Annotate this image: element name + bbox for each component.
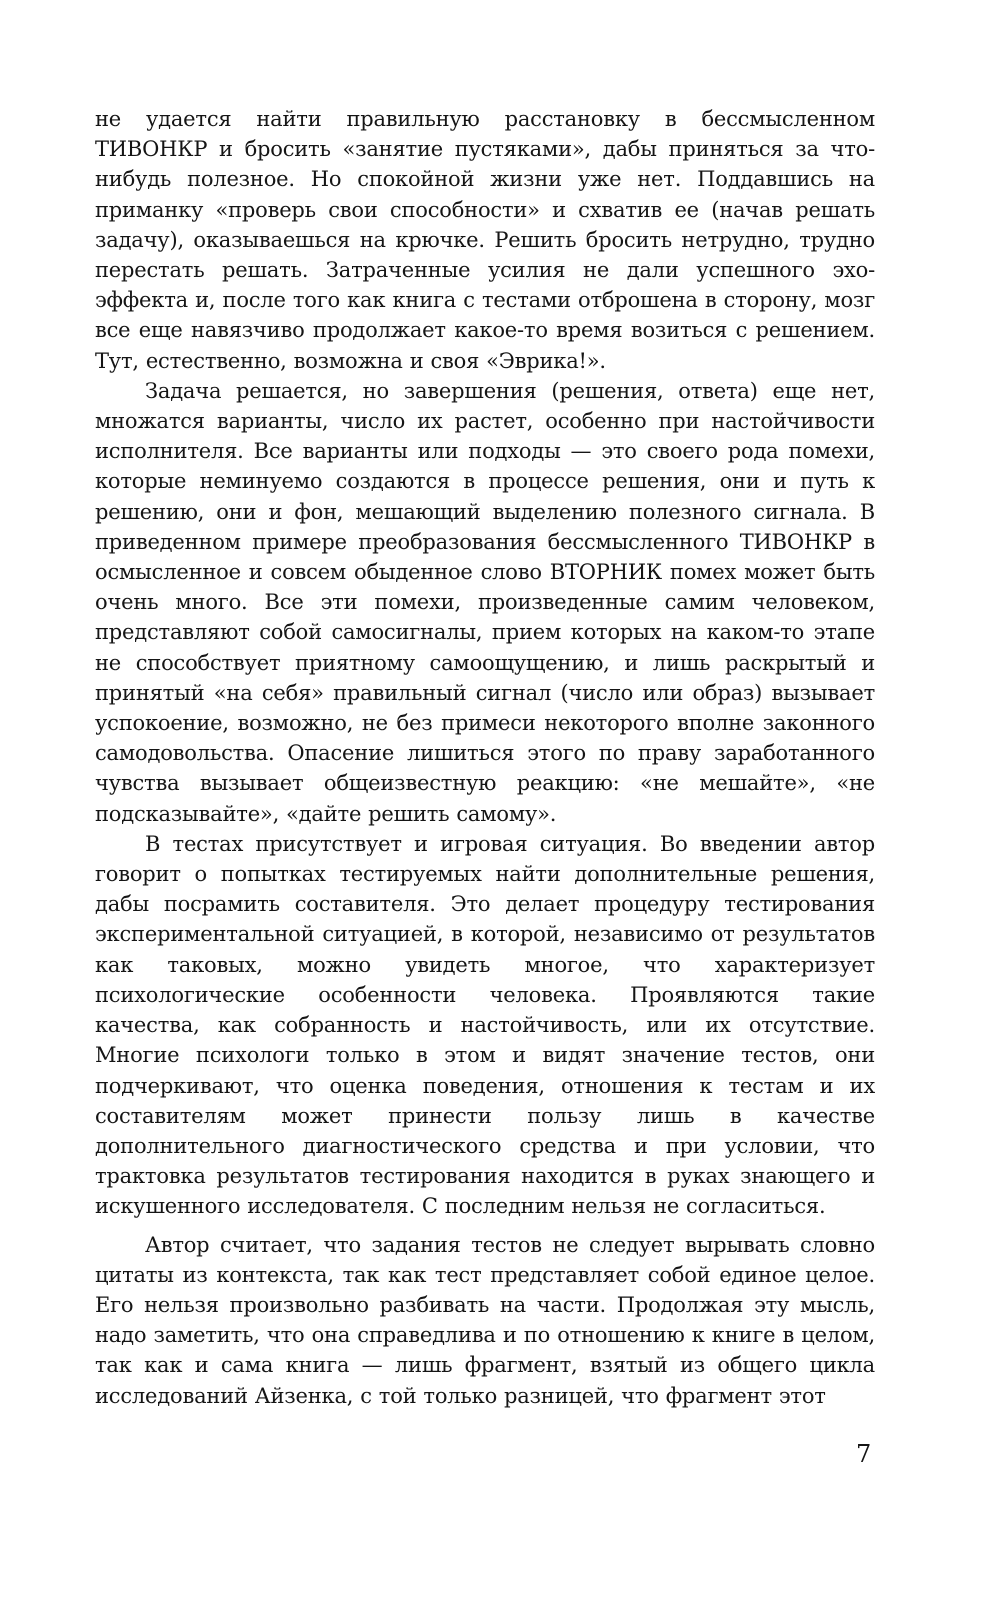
page-number: 7 bbox=[856, 1440, 872, 1468]
paragraph-2: Задача решается, но завершения (решения, ответа) еще нет, множатся варианты, число их растет, особенно при настойчивости исполнителя. Все варианты или подходы — это своего рода помехи, которые неминуемо создаются в процессе решения, они и путь к решению, они и фон, мешающий выделению полезного сигнала. В приведенном примере преобразования бессмысленного ТИВОНКР в осмысленное и совсем обыденное слово ВТОРНИК помех может быть очень много. Все эти помехи, произведенные самим человеком, представляют собой самосигналы, прием которых на каком-то этапе не способствует приятному самоощущению, и лишь раскрытый и принятый «на себя» правильный сигнал (число или образ) вызывает успокоение, возможно, не без примеси некоторого вполне законного самодовольства. Опасение лишиться этого по праву заработанного чувства вызывает общеизвестную реакцию: «не мешайте», «не подсказывайте», «дайте решить самому». bbox=[95, 378, 875, 826]
body-text bbox=[95, 104, 875, 1411]
paragraph-3: В тестах присутствует и игровая ситуация. Во введении автор говорит о попытках тестируемых найти дополнительные решения, дабы посрамить составителя. Это делает процедуру тестирования экспериментальной ситуацией, в которой, независимо от результатов как таковых, можно увидеть многое, что характеризует психологические особенности человека. Проявляются такие качества, как собранность и настойчивость, или их отсутствие. Многие психологи только в этом и видят значение тестов, они подчеркивают, что оценка поведения, отношения к тестам и их составителям может принести пользу лишь в качестве дополнительного диагностического средства и при условии, что трактовка результатов тестирования находится в руках знающего и искушенного исследователя. С последним нельзя не согласиться. bbox=[95, 831, 875, 1219]
paragraph-1: не удается найти правильную расстановку в бессмысленном ТИВОНКР и бросить «занятие пустяками», дабы приняться за что-нибудь полезное. Но спокойной жизни уже нет. Поддавшись на приманку «проверь свои способности» и схватив ее (начав решать задачу), оказываешься на крючке. Решить бросить нетрудно, трудно перестать решать. Затраченные усилия не дали успешного эхо-эффекта и, после того как книга с тестами отброшена в сторону, мозг все еще навязчиво продолжает какое-то время возиться с решением. Тут, естественно, возможна и своя «Эврика!». bbox=[95, 107, 875, 373]
paragraph-4: Автор считает, что задания тестов не следует вырывать словно цитаты из контекста, так как тест представляет собой единое целое. Его нельзя произвольно разбивать на части. Продолжая эту мысль, надо заметить, что она справедлива и по отношению к книге в целом, так как и сама книга — лишь фрагмент, взятый из общего цикла исследований Айзенка, с той только разницей, что фрагмент этот bbox=[95, 1232, 875, 1408]
